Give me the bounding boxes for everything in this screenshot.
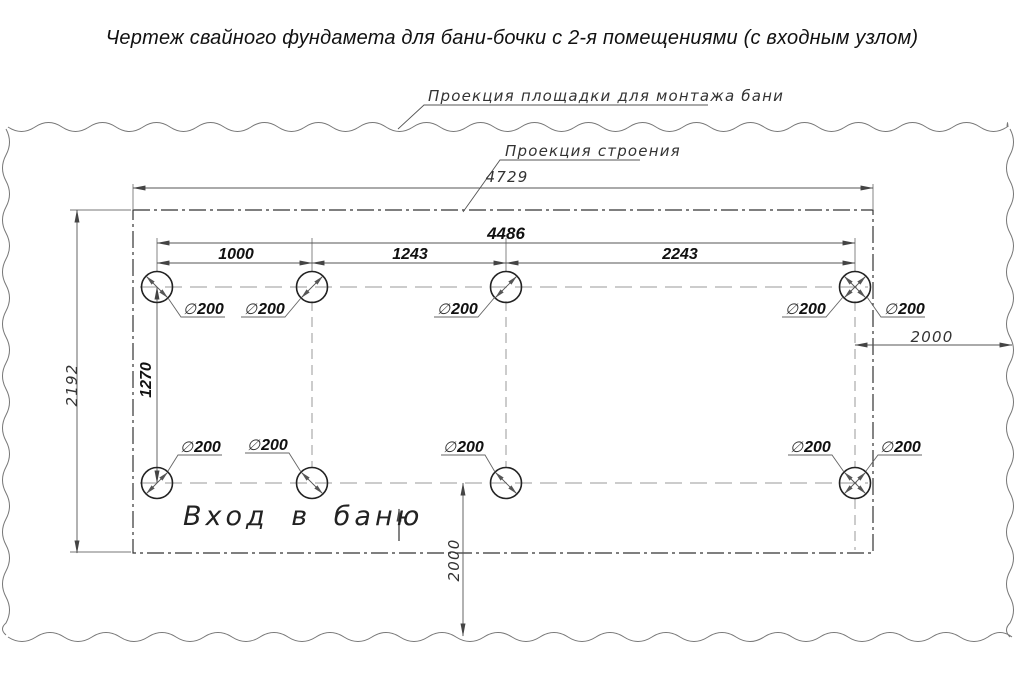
- pile-diameter-callout: ∅200: [790, 439, 831, 456]
- diameter-symbol: ∅: [880, 439, 894, 456]
- pile-diameter-callout: ∅200: [884, 301, 925, 318]
- diameter-symbol: ∅: [437, 301, 451, 318]
- pile-diameter-callout: ∅200: [443, 439, 484, 456]
- platform-projection-label: Проекция площадки для монтажа бани: [428, 87, 785, 105]
- diameter-symbol: ∅: [884, 301, 898, 318]
- dim-1243: 1243: [392, 246, 428, 263]
- dim-2192: 2192: [63, 363, 81, 407]
- diameter-symbol: ∅: [785, 301, 799, 318]
- diameter-symbol: ∅: [183, 301, 197, 318]
- page-title: Чертеж свайного фундамета для бани-бочки с 2-я помещениями (с входным узлом): [105, 27, 919, 49]
- diameter-symbol: ∅: [443, 439, 457, 456]
- dim-4486: 4486: [487, 224, 525, 243]
- pile-diameter-callout: ∅200: [785, 301, 826, 318]
- pile-diameter-callout: ∅200: [880, 439, 921, 456]
- diameter-symbol: ∅: [790, 439, 804, 456]
- pile-diameter-callout: ∅200: [183, 301, 224, 318]
- pile-diameter-callout: ∅200: [247, 437, 288, 454]
- extension-lines: [70, 184, 873, 552]
- pile-diameter-callout: ∅200: [180, 439, 221, 456]
- pile-diameter-callout: ∅200: [244, 301, 285, 318]
- dim-1000: 1000: [218, 246, 254, 263]
- dim-4729: 4729: [485, 168, 529, 186]
- dim-2000-bottom: 2000: [445, 538, 463, 582]
- building-projection-label: Проекция строения: [505, 142, 681, 160]
- dim-2243: 2243: [662, 246, 698, 263]
- diameter-symbol: ∅: [180, 439, 194, 456]
- pile-diameter-callout: ∅200: [437, 301, 478, 318]
- diameter-symbol: ∅: [244, 301, 258, 318]
- entrance-label: Вход в баню: [183, 501, 424, 532]
- dim-2000-right: 2000: [910, 328, 954, 346]
- diameter-symbol: ∅: [247, 437, 261, 454]
- dim-1270: 1270: [138, 362, 155, 398]
